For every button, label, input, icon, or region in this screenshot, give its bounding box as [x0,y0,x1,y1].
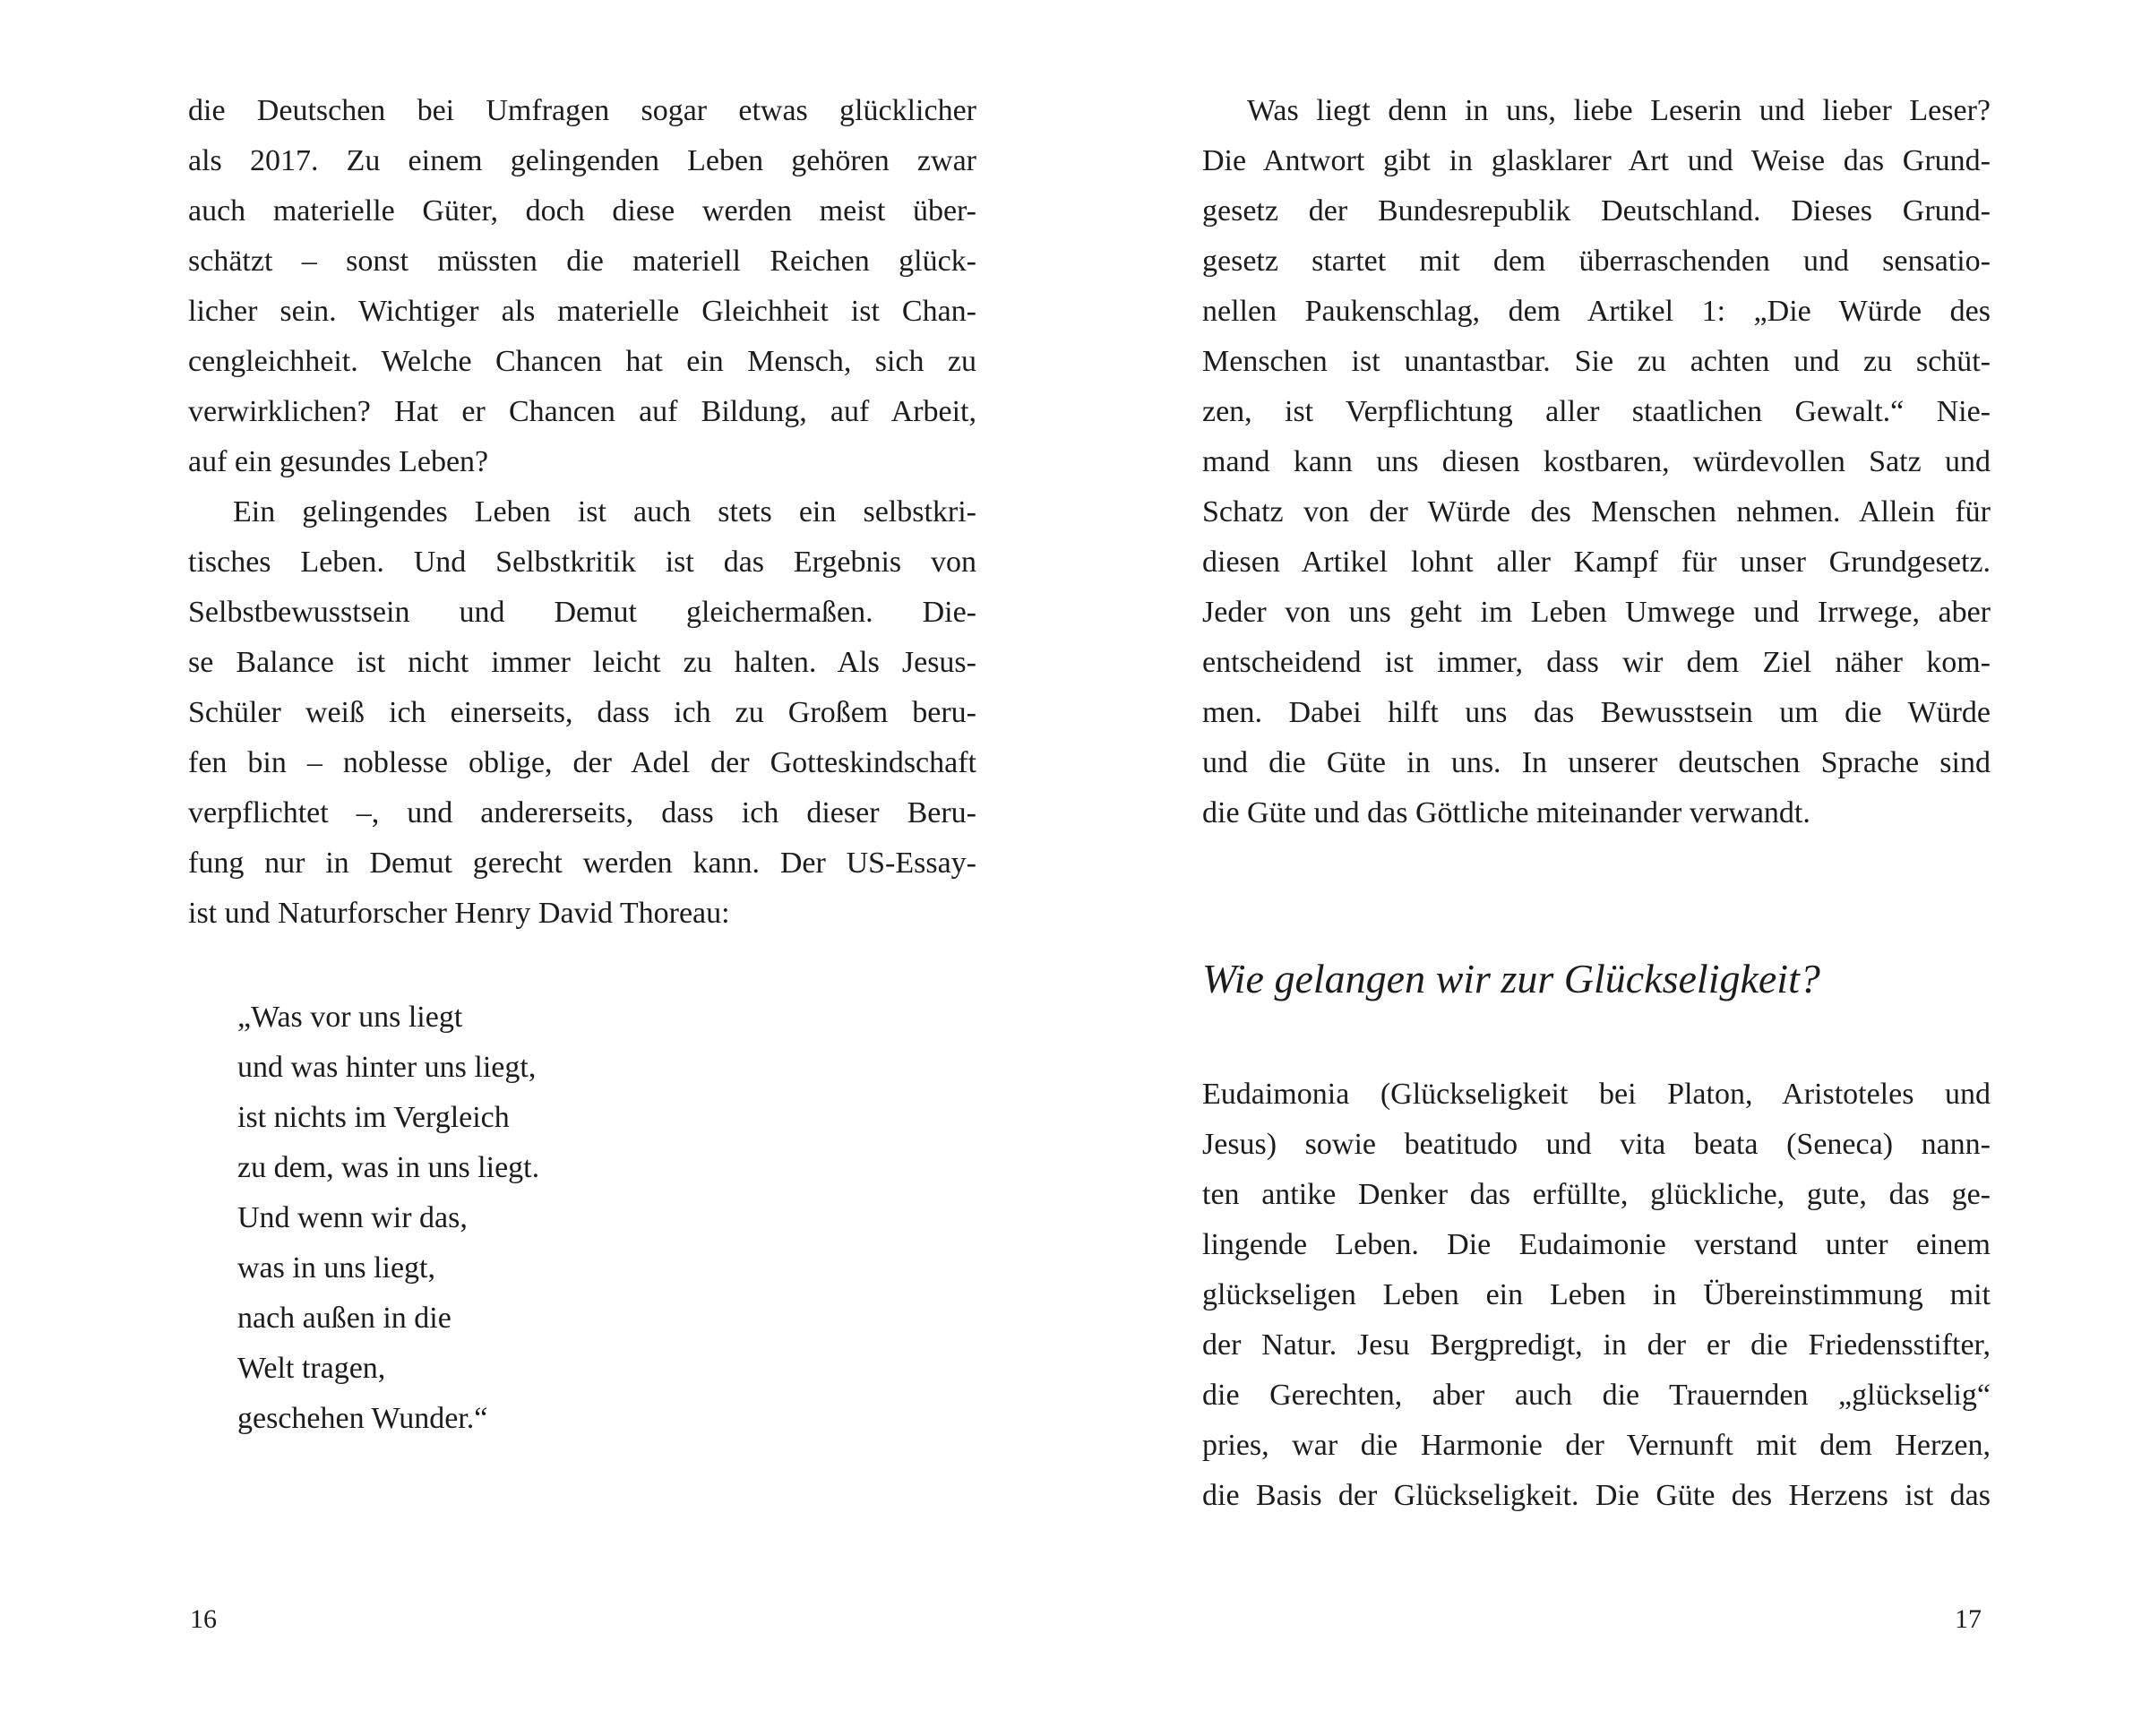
text-line: diesen Artikel lohnt aller Kampf für unser Grundgesetz. [1202,546,1991,579]
left-page-text-column [188,86,976,1444]
right-paragraph-grundgesetz [1202,86,1991,838]
text-line: zen, ist Verpflichtung aller staatlichen Gewalt.“ Nie- [1202,395,1991,428]
right-paragraph-eudaimonia [1202,1070,1991,1521]
text-line: licher sein. Wichtiger als materielle Gleichheit ist Chan- [188,295,976,328]
text-line: nellen Paukenschlag, dem Artikel 1: „Die Würde des [1202,295,1991,328]
text-line: Schüler weiß ich einerseits, dass ich zu Großem beru- [188,696,976,729]
text-line: Eudaimonia (Glückseligkeit bei Platon, Aristoteles und [1202,1078,1991,1111]
text-line: verwirklichen? Hat er Chancen auf Bildung, auf Arbeit, [188,395,976,428]
text-line: nach außen in die [237,1302,452,1335]
text-line: als 2017. Zu einem gelingenden Leben gehören zwar [188,144,976,177]
text-line: se Balance ist nicht immer leicht zu halten. Als Jesus- [188,646,976,679]
text-line: lingende Leben. Die Eudaimonie verstand unter einem [1202,1228,1991,1261]
text-line: men. Dabei hilft uns das Bewusstsein um die Würde [1202,696,1991,729]
text-line: pries, war die Harmonie der Vernunft mit dem Herzen, [1202,1429,1991,1462]
text-line: die Güte und das Göttliche miteinander verwandt. [1202,796,1810,829]
page-number-right: 17 [1955,1604,1982,1634]
text-line: mand kann uns diesen kostbaren, würdevollen Satz und [1202,445,1991,478]
text-line: entscheidend ist immer, dass wir dem Ziel näher kom- [1202,646,1991,679]
page-number-left: 16 [190,1604,217,1634]
text-line: gesetz startet mit dem überraschenden und sensatio- [1202,245,1991,278]
text-line: tisches Leben. Und Selbstkritik ist das Ergebnis von [188,546,976,579]
text-line: glückseligen Leben ein Leben in Übereinstimmung mit [1202,1278,1991,1311]
text-line: verpflichtet –, und andererseits, dass ich dieser Beru- [188,796,976,829]
text-line: und die Güte in uns. In unserer deutschen Sprache sind [1202,746,1991,779]
text-line: zu dem, was in uns liegt. [237,1151,540,1184]
text-line: die Basis der Glückseligkeit. Die Güte des Herzens ist das [1202,1479,1991,1512]
text-line: geschehen Wunder.“ [237,1402,488,1435]
text-line: gesetz der Bundesrepublik Deutschland. Dieses Grund- [1202,194,1991,228]
text-line: Und wenn wir das, [237,1201,468,1234]
text-line: auf ein gesundes Leben? [188,445,489,478]
text-line: cengleichheit. Welche Chancen hat ein Mensch, sich zu [188,345,976,378]
text-line: und was hinter uns liegt, [237,1051,537,1084]
text-line: Was liegt denn in uns, liebe Leserin und lieber Leser? [1247,94,1991,127]
text-line: schätzt – sonst müssten die materiell Reichen glück- [188,245,976,278]
text-line: ist nichts im Vergleich [237,1101,510,1134]
text-line: „Was vor uns liegt [237,1001,463,1034]
text-line: Jesus) sowie beatitudo und vita beata (Seneca) nann- [1202,1128,1991,1161]
text-line: Selbstbewusstsein und Demut gleichermaßen. Die- [188,596,976,629]
text-line: Ein gelingendes Leben ist auch stets ein selbstkri- [233,495,976,529]
text-line: Schatz von der Würde des Menschen nehmen. Allein für [1202,495,1991,529]
section-heading: Wie gelangen wir zur Glückseligkeit? [1202,956,1820,1001]
text-line: Welt tragen, [237,1352,386,1385]
text-line: ten antike Denker das erfüllte, glückliche, gute, das ge- [1202,1178,1991,1211]
left-paragraph-selbstkritik [188,487,976,939]
text-line: Jeder von uns geht im Leben Umwege und Irrwege, aber [1202,596,1991,629]
text-line: Menschen ist unantastbar. Sie zu achten und zu schüt- [1202,345,1991,378]
text-line: der Natur. Jesu Bergpredigt, in der er die Friedensstifter, [1202,1328,1991,1362]
text-line: fen bin – noblesse oblige, der Adel der Gotteskindschaft [188,746,976,779]
right-page-text-column [1202,86,1991,1521]
thoreau-block-quote [188,993,976,1444]
text-line: Die Antwort gibt in glasklarer Art und Weise das Grund- [1202,144,1991,177]
text-line: die Gerechten, aber auch die Trauernden „glückselig“ [1202,1379,1991,1412]
text-line: fung nur in Demut gerecht werden kann. Der US-Essay- [188,847,976,880]
left-paragraph-continuation [188,86,976,487]
text-line: auch materielle Güter, doch diese werden meist über- [188,194,976,228]
text-line: ist und Naturforscher Henry David Thoreau: [188,897,730,930]
text-line: was in uns liegt, [237,1251,435,1285]
text-line: die Deutschen bei Umfragen sogar etwas glücklicher [188,94,976,127]
